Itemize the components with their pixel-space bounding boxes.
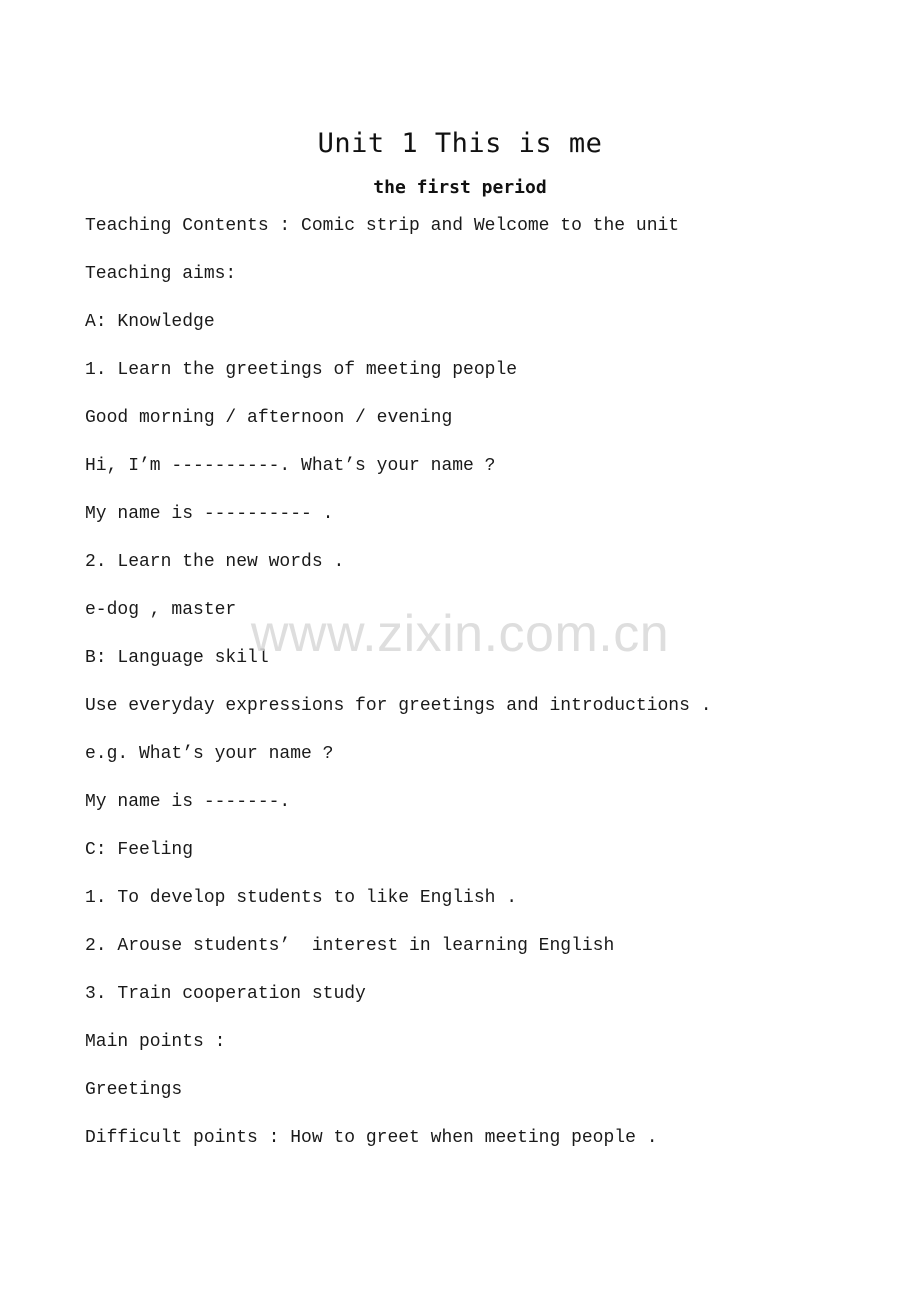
text-line: Hi, I’m ----------. What’s your name ? [85, 456, 496, 476]
text-line: e.g. What’s your name ? [85, 744, 334, 764]
text-line: 1. Learn the greetings of meeting people [85, 360, 518, 380]
text-line: Main points : [85, 1032, 226, 1052]
text-line: Greetings [85, 1080, 183, 1100]
text-line: Good morning / afternoon / evening [85, 408, 453, 428]
text-line: My name is ---------- . [85, 504, 334, 524]
watermark: www.zixin.com.cn [250, 605, 670, 663]
document-title: Unit 1 This is me [317, 128, 603, 159]
text-line: My name is -------. [85, 792, 291, 812]
text-line: Difficult points : How to greet when meeting people . [85, 1128, 658, 1148]
text-line: 1. To develop students to like English . [85, 888, 518, 908]
text-line: 2. Learn the new words . [85, 552, 345, 572]
document-subtitle: the first period [373, 177, 547, 198]
text-line: e-dog , master [85, 600, 237, 620]
text-line: B: Language skill [85, 648, 269, 668]
document-body [85, 211, 885, 1171]
text-line: Teaching Contents : Comic strip and Welcome to the unit [85, 216, 680, 236]
text-line: A: Knowledge [85, 312, 215, 332]
text-line: C: Feeling [85, 840, 194, 860]
text-line: Use everyday expressions for greetings and introductions . [85, 696, 712, 716]
text-line: 3. Train cooperation study [85, 984, 366, 1004]
text-line: Teaching aims: [85, 264, 237, 284]
text-line: 2. Arouse students’ interest in learning English [85, 936, 615, 956]
